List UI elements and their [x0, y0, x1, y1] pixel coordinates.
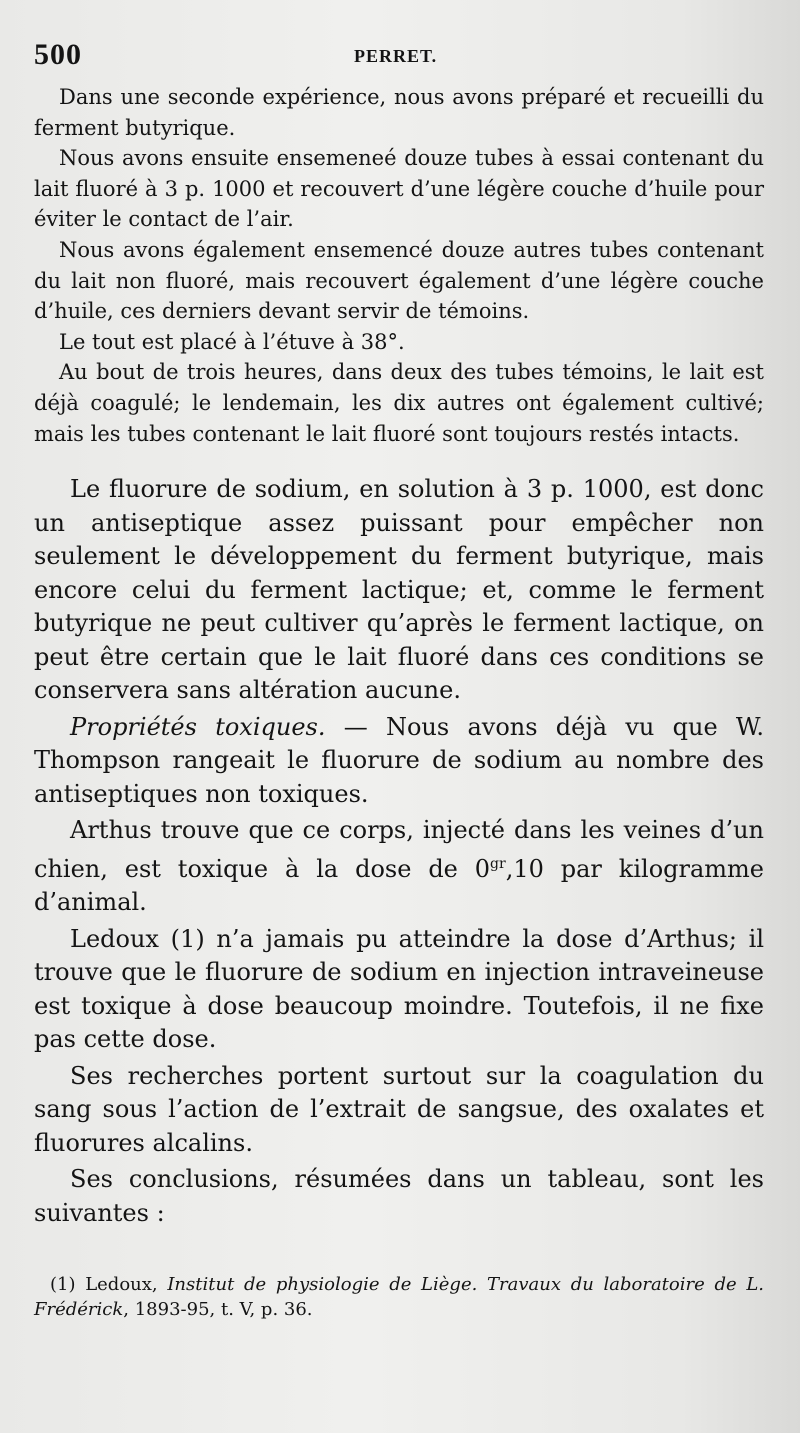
- experiment-paragraph: Nous avons ensuite ensemeneé douze tubes à essai contenant du lait fluoré à 3 p. 1000 et recouvert d’une légère couche d’huile pour éviter le contact de l’air.: [34, 146, 764, 232]
- gram-superscript: gr: [490, 855, 506, 872]
- body-paragraph: Ses recherches portent surtout sur la coagulation du sang sous l’action de l’extrait de sangsue, des oxalates et fluorures alcalins.: [34, 1061, 764, 1157]
- body-paragraph: Ledoux (1) n’a jamais pu atteindre la dose d’Arthus; il trouve que le fluorure de sodium en injection intraveineuse est toxique à dose beaucoup moindre. Toutefois, il ne fixe pas cette dose.: [34, 924, 764, 1054]
- running-head: PERRET.: [354, 46, 438, 66]
- toxic-properties-paragraph: [34, 711, 764, 812]
- arthus-paragraph: [34, 814, 764, 920]
- toxic-text: — Nous avons déjà vu que W. Thompson rangeait le fluorure de sodium au nombre des antiseptiques non toxiques.: [34, 712, 765, 808]
- experiment-paragraph: Au bout de trois heures, dans deux des tubes témoins, le lait est déjà coagulé; le lendemain, les dix autres ont également cultivé; mais les tubes contenant le lait fluoré sont toujours restés intacts.: [34, 360, 764, 446]
- footnote-marker: (1) Ledoux,: [50, 1274, 168, 1296]
- main-section: [34, 473, 764, 1230]
- arthus-text: Arthus trouve que ce corps, injecté dans les veines d’un chien, est toxique à la dose de 0: [34, 816, 764, 883]
- experiment-section: [34, 82, 764, 449]
- footnote-source: Institut de physiologie de Liège. Travaux du laboratoire de L. Frédérick: [34, 1274, 764, 1321]
- footnote: [34, 1272, 764, 1322]
- experiment-paragraph: Le tout est placé à l’étuve à 38°.: [59, 329, 405, 354]
- conclusion-paragraph: Le fluorure de sodium, en solution à 3 p. 1000, est donc un antiseptique assez puissant pour empêcher non seulement le développement du ferment butyrique, mais encore celui du ferment lactique; et, comme le ferment butyrique ne peut cultiver qu’après le ferment lactique, on peut être certain que le lait fluoré dans ces conditions se conservera sans altération aucune.: [34, 475, 764, 705]
- experiment-paragraph: Dans une seconde expérience, nous avons préparé et recueilli du ferment butyrique.: [34, 85, 764, 140]
- body-paragraph: Ses conclusions, résumées dans un tableau, sont les suivantes :: [34, 1165, 764, 1227]
- footnote-rest: , 1893-95, t. V, p. 36.: [123, 1299, 313, 1321]
- arthus-text-end: ,10 par kilogramme d’animal.: [34, 854, 765, 917]
- page-header: [34, 38, 764, 82]
- experiment-paragraph: Nous avons également ensemencé douze autres tubes contenant du lait non fluoré, mais recouvert également d’une légère couche d’huile, ces derniers devant servir de témoins.: [34, 237, 764, 324]
- footnotes: [34, 1272, 764, 1322]
- page-number: 500: [34, 38, 82, 71]
- section-heading: Propriétés toxiques.: [70, 712, 326, 741]
